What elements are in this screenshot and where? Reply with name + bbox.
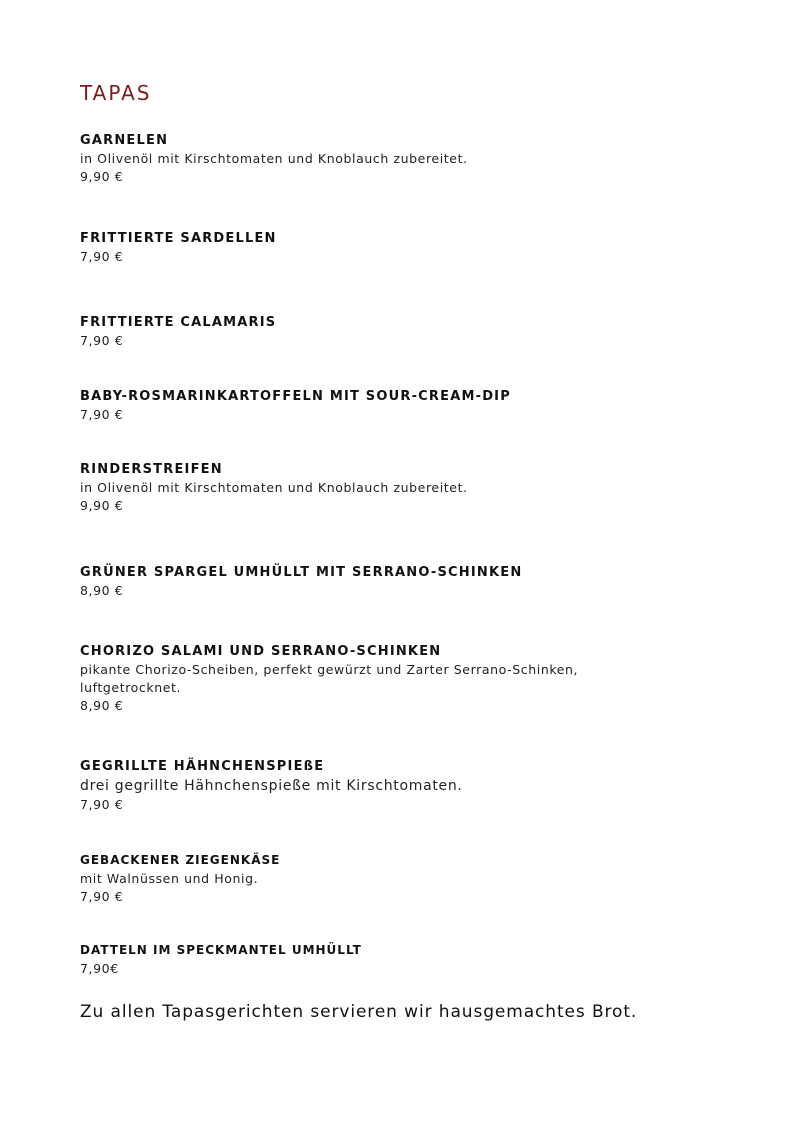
item-name: BABY-ROSMARINKARTOFFELN MIT SOUR-CREAM-DIP — [80, 389, 511, 404]
item-description: mit Walnüssen und Honig. — [80, 871, 259, 886]
menu-item-haehnchenspiesse — [80, 757, 720, 814]
menu-item-ziegenkaese — [80, 851, 720, 906]
item-description: drei gegrillte Hähnchenspieße mit Kirschtomaten. — [80, 778, 463, 794]
item-price: 7,90 € — [80, 407, 124, 422]
item-name: GRÜNER SPARGEL UMHÜLLT MIT SERRANO-SCHINKEN — [80, 565, 523, 580]
item-name: GARNELEN — [80, 133, 169, 148]
menu-item-rinderstreifen — [80, 460, 720, 515]
menu-item-frittierte-sardellen — [80, 229, 720, 266]
item-price: 7,90 € — [80, 333, 124, 348]
menu-item-garnelen — [80, 131, 720, 186]
item-name: GEGRILLTE HÄHNCHENSPIEßE — [80, 759, 325, 774]
item-price: 7,90 € — [80, 889, 124, 904]
item-name: DATTELN IM SPECKMANTEL UMHÜLLT — [80, 943, 362, 957]
item-price: 7,90€ — [80, 961, 119, 976]
item-name: GEBACKENER ZIEGENKÄSE — [80, 853, 281, 867]
menu-item-datteln — [80, 941, 720, 978]
item-name: FRITTIERTE CALAMARIS — [80, 315, 277, 330]
item-price: 9,90 € — [80, 169, 124, 184]
item-description-line-2: luftgetrocknet. — [80, 680, 182, 695]
menu-item-frittierte-calamaris — [80, 313, 720, 350]
item-description: in Olivenöl mit Kirschtomaten und Knoblauch zubereitet. — [80, 480, 468, 495]
item-price: 8,90 € — [80, 583, 124, 598]
item-description: in Olivenöl mit Kirschtomaten und Knoblauch zubereitet. — [80, 151, 468, 166]
item-name: FRITTIERTE SARDELLEN — [80, 231, 277, 246]
item-name: RINDERSTREIFEN — [80, 462, 223, 477]
menu-item-gruener-spargel — [80, 563, 720, 600]
item-price: 7,90 € — [80, 249, 124, 264]
footer-note: Zu allen Tapasgerichten servieren wir hausgemachtes Brot. — [80, 1002, 638, 1022]
item-price: 7,90 € — [80, 797, 124, 812]
item-price: 8,90 € — [80, 698, 124, 713]
menu-item-baby-rosmarinkartoffeln — [80, 387, 720, 424]
item-name: CHORIZO SALAMI UND SERRANO-SCHINKEN — [80, 644, 442, 659]
item-price: 9,90 € — [80, 498, 124, 513]
item-description-line-1: pikante Chorizo-Scheiben, perfekt gewürzt und Zarter Serrano-Schinken, — [80, 662, 579, 677]
menu-item-chorizo-salami — [80, 642, 720, 715]
section-title: TAPAS — [80, 81, 152, 105]
